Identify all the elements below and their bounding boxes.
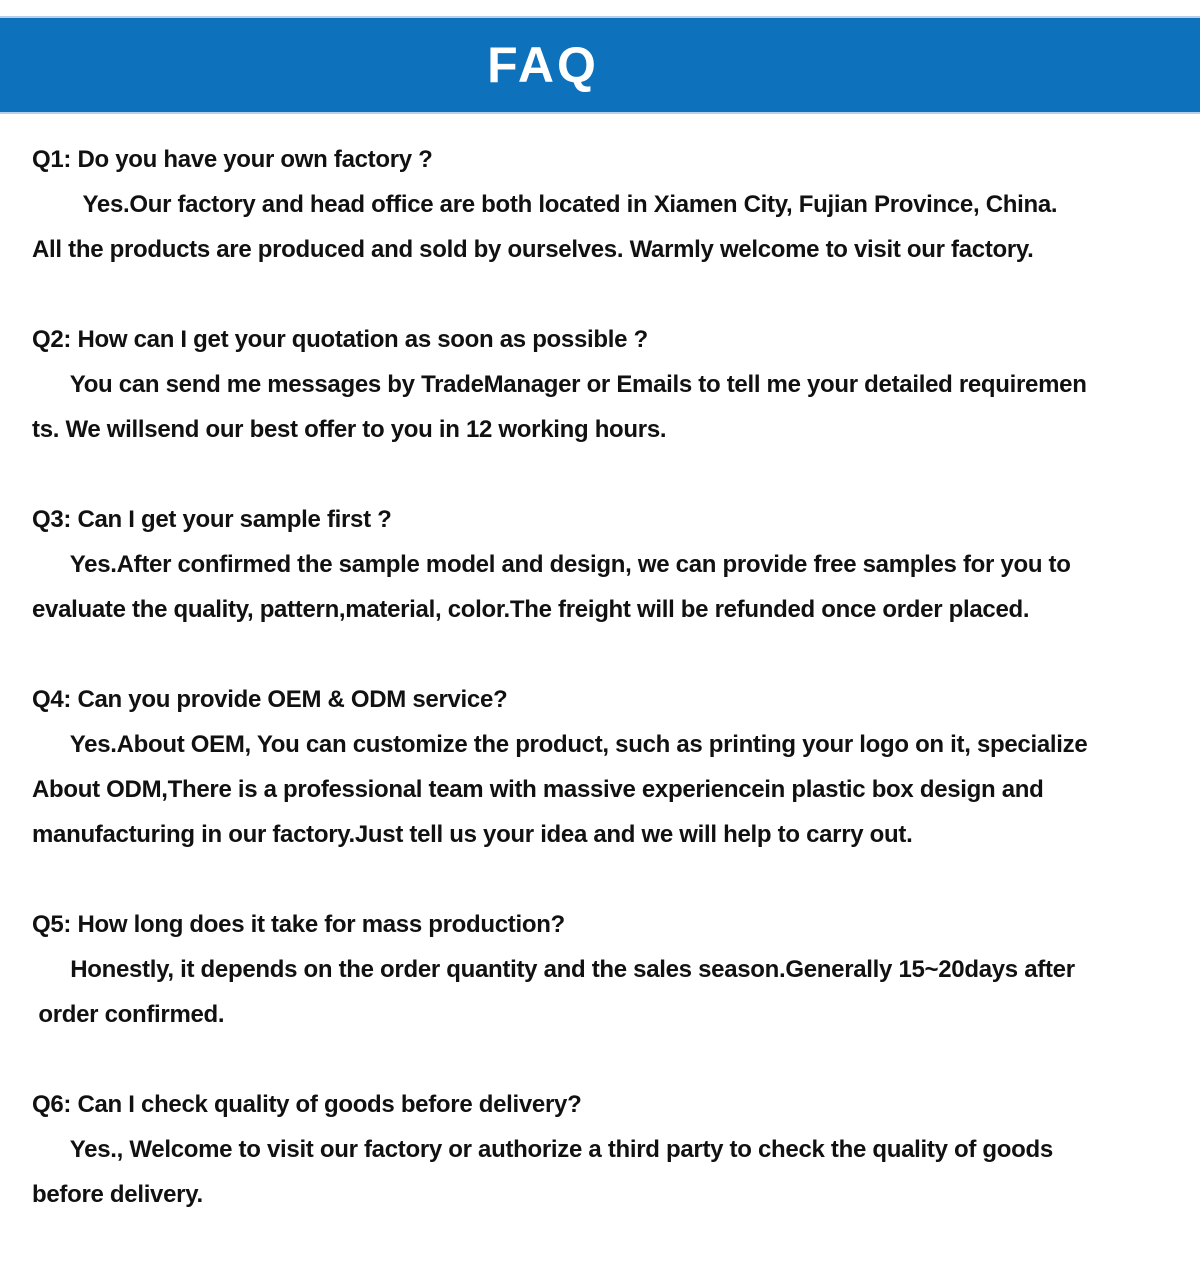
faq-answer (32, 1127, 1200, 1217)
faq-answer-line: order confirmed. (32, 1001, 225, 1028)
faq-answer-line: Yes., Welcome to visit our factory or authorize a third party to check the quality of goods (32, 1136, 1053, 1163)
faq-answer-line: before delivery. (32, 1181, 203, 1208)
faq-question: Q6: Can I check quality of goods before delivery? (32, 1091, 582, 1118)
page-title: FAQ (487, 37, 599, 93)
faq-answer (32, 362, 1200, 452)
faq-answer-line: manufacturing in our factory.Just tell us your idea and we will help to carry out. (32, 821, 913, 848)
faq-answer-line: You can send me messages by TradeManager or Emails to tell me your detailed requiremen (32, 371, 1087, 398)
faq-item (32, 137, 1200, 272)
faq-answer-line: About ODM,There is a professional team with massive experiencein plastic box design and (32, 776, 1044, 803)
faq-item (32, 317, 1200, 452)
faq-answer-line: Yes.After confirmed the sample model and design, we can provide free samples for you to (32, 551, 1071, 578)
faq-banner (0, 16, 1200, 114)
faq-item (32, 497, 1200, 632)
faq-question: Q1: Do you have your own factory ? (32, 146, 433, 173)
faq-item (32, 902, 1200, 1037)
faq-list (0, 114, 1200, 1262)
faq-question: Q5: How long does it take for mass production? (32, 911, 565, 938)
faq-answer-line: Yes.Our factory and head office are both located in Xiamen City, Fujian Province, China. (32, 191, 1058, 218)
faq-answer-line: All the products are produced and sold by ourselves. Warmly welcome to visit our factory. (32, 236, 1034, 263)
faq-item (32, 1082, 1200, 1217)
faq-answer (32, 722, 1200, 857)
faq-question: Q3: Can I get your sample first ? (32, 506, 392, 533)
faq-answer-line: evaluate the quality, pattern,material, color.The freight will be refunded once order placed. (32, 596, 1030, 623)
faq-answer (32, 542, 1200, 632)
faq-question: Q2: How can I get your quotation as soon as possible ? (32, 326, 648, 353)
faq-answer (32, 947, 1200, 1037)
faq-answer (32, 182, 1200, 272)
faq-question: Q4: Can you provide OEM & ODM service? (32, 686, 508, 713)
faq-item (32, 677, 1200, 857)
faq-answer-line: Honestly, it depends on the order quantity and the sales season.Generally 15~20days after (32, 956, 1075, 983)
faq-answer-line: Yes.About OEM, You can customize the product, such as printing your logo on it, specialize (32, 731, 1088, 758)
faq-answer-line: ts. We willsend our best offer to you in 12 working hours. (32, 416, 667, 443)
